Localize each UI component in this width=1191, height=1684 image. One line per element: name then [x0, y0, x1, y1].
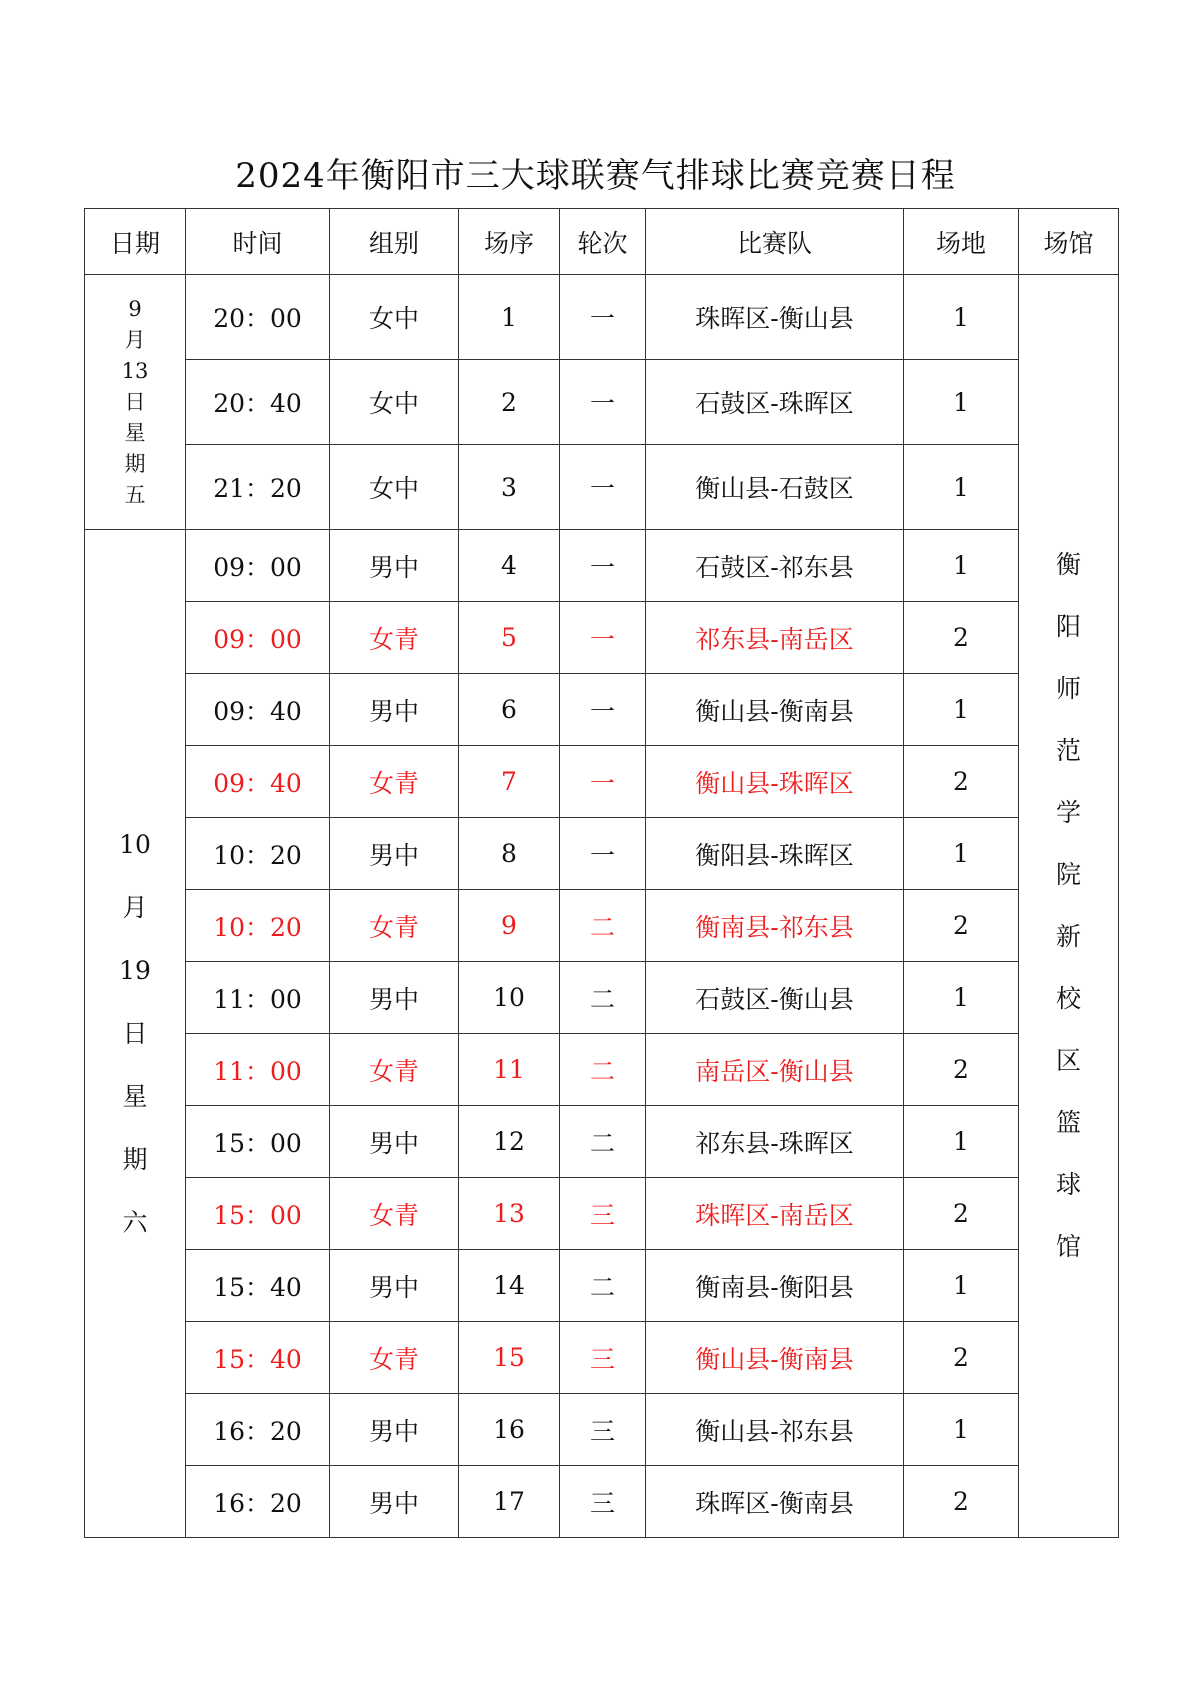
time-cell: 15：00 [186, 1106, 330, 1178]
round-cell: 一 [560, 275, 646, 360]
court-cell: 2 [904, 1466, 1019, 1538]
date-char: 月 [124, 327, 146, 352]
table-row [85, 674, 1119, 746]
venue-char: 衡 [1055, 550, 1081, 579]
teams-cell: 衡阳县-珠晖区 [646, 818, 904, 890]
table-row [85, 445, 1119, 530]
venue-char: 球 [1055, 1170, 1081, 1199]
time-cell: 16：20 [186, 1394, 330, 1466]
table-row [85, 1466, 1119, 1538]
time-cell: 11：00 [186, 1034, 330, 1106]
header-seq: 场序 [459, 209, 560, 275]
venue-cell [1019, 275, 1119, 1538]
teams-cell: 珠晖区-衡山县 [646, 275, 904, 360]
group-cell: 女中 [330, 275, 459, 360]
seq-cell: 5 [459, 602, 560, 674]
table-row [85, 360, 1119, 445]
date-char: 六 [122, 1208, 148, 1237]
table-row [85, 746, 1119, 818]
round-cell: 一 [560, 445, 646, 530]
venue-char: 校 [1055, 984, 1081, 1013]
table-row [85, 1178, 1119, 1250]
venue-char: 篮 [1055, 1108, 1081, 1137]
teams-cell: 衡山县-衡南县 [646, 1322, 904, 1394]
teams-cell: 珠晖区-衡南县 [646, 1466, 904, 1538]
table-row [85, 530, 1119, 602]
round-cell: 二 [560, 890, 646, 962]
teams-cell: 祁东县-珠晖区 [646, 1106, 904, 1178]
teams-cell: 石鼓区-祁东县 [646, 530, 904, 602]
group-cell: 男中 [330, 1466, 459, 1538]
date-char: 日 [122, 1019, 148, 1048]
round-cell: 一 [560, 674, 646, 746]
seq-cell: 4 [459, 530, 560, 602]
group-cell: 女青 [330, 1034, 459, 1106]
teams-cell: 衡山县-祁东县 [646, 1394, 904, 1466]
group-cell: 女中 [330, 360, 459, 445]
header-row [85, 209, 1119, 275]
round-cell: 一 [560, 746, 646, 818]
date-char: 日 [124, 389, 146, 414]
table-row [85, 1034, 1119, 1106]
venue-char: 区 [1055, 1046, 1081, 1075]
seq-cell: 12 [459, 1106, 560, 1178]
table-row [85, 1106, 1119, 1178]
date-char: 10 [119, 830, 151, 859]
header-teams: 比赛队 [646, 209, 904, 275]
round-cell: 一 [560, 530, 646, 602]
group-cell: 男中 [330, 1106, 459, 1178]
table-row [85, 1322, 1119, 1394]
round-cell: 三 [560, 1322, 646, 1394]
court-cell: 1 [904, 674, 1019, 746]
header-date: 日期 [85, 209, 186, 275]
time-cell: 20：00 [186, 275, 330, 360]
court-cell: 1 [904, 1250, 1019, 1322]
venue-char: 师 [1055, 674, 1081, 703]
group-cell: 男中 [330, 1394, 459, 1466]
schedule-table [84, 208, 1119, 1538]
table-row [85, 1250, 1119, 1322]
round-cell: 一 [560, 818, 646, 890]
round-cell: 三 [560, 1178, 646, 1250]
group-cell: 女青 [330, 746, 459, 818]
group-cell: 女中 [330, 445, 459, 530]
round-cell: 一 [560, 602, 646, 674]
group-cell: 男中 [330, 530, 459, 602]
date-char: 星 [124, 420, 146, 445]
date-char: 月 [122, 893, 148, 922]
seq-cell: 1 [459, 275, 560, 360]
time-cell: 09：00 [186, 530, 330, 602]
round-cell: 三 [560, 1466, 646, 1538]
court-cell: 2 [904, 746, 1019, 818]
teams-cell: 石鼓区-珠晖区 [646, 360, 904, 445]
group-cell: 男中 [330, 818, 459, 890]
header-venue: 场馆 [1019, 209, 1119, 275]
court-cell: 1 [904, 1106, 1019, 1178]
date-char: 期 [124, 451, 146, 476]
venue-char: 院 [1055, 860, 1081, 889]
teams-cell: 衡南县-衡阳县 [646, 1250, 904, 1322]
court-cell: 2 [904, 1034, 1019, 1106]
time-cell: 20：40 [186, 360, 330, 445]
round-cell: 三 [560, 1394, 646, 1466]
seq-cell: 16 [459, 1394, 560, 1466]
court-cell: 1 [904, 360, 1019, 445]
time-cell: 09：00 [186, 602, 330, 674]
table-row [85, 962, 1119, 1034]
group-cell: 女青 [330, 1178, 459, 1250]
table-row [85, 1394, 1119, 1466]
teams-cell: 祁东县-南岳区 [646, 602, 904, 674]
court-cell: 1 [904, 1394, 1019, 1466]
table-row [85, 275, 1119, 360]
time-cell: 15：40 [186, 1250, 330, 1322]
date-cell [85, 275, 186, 530]
header-court: 场地 [904, 209, 1019, 275]
table-row [85, 818, 1119, 890]
date-char: 五 [124, 482, 146, 507]
round-cell: 二 [560, 1034, 646, 1106]
teams-cell: 衡山县-珠晖区 [646, 746, 904, 818]
group-cell: 男中 [330, 674, 459, 746]
table-row [85, 890, 1119, 962]
group-cell: 男中 [330, 1250, 459, 1322]
round-cell: 二 [560, 1106, 646, 1178]
group-cell: 男中 [330, 962, 459, 1034]
teams-cell: 衡南县-祁东县 [646, 890, 904, 962]
time-cell: 09：40 [186, 674, 330, 746]
venue-char: 馆 [1055, 1232, 1081, 1261]
seq-cell: 13 [459, 1178, 560, 1250]
court-cell: 1 [904, 962, 1019, 1034]
date-char: 13 [121, 358, 149, 383]
court-cell: 2 [904, 1178, 1019, 1250]
group-cell: 女青 [330, 602, 459, 674]
venue-char: 范 [1055, 736, 1081, 765]
header-group: 组别 [330, 209, 459, 275]
venue-char: 阳 [1055, 612, 1081, 641]
round-cell: 一 [560, 360, 646, 445]
seq-cell: 17 [459, 1466, 560, 1538]
group-cell: 女青 [330, 1322, 459, 1394]
round-cell: 二 [560, 962, 646, 1034]
seq-cell: 11 [459, 1034, 560, 1106]
time-cell: 10：20 [186, 890, 330, 962]
table-row [85, 602, 1119, 674]
teams-cell: 石鼓区-衡山县 [646, 962, 904, 1034]
date-cell [85, 530, 186, 1538]
seq-cell: 7 [459, 746, 560, 818]
teams-cell: 衡山县-衡南县 [646, 674, 904, 746]
round-cell: 二 [560, 1250, 646, 1322]
court-cell: 2 [904, 602, 1019, 674]
seq-cell: 6 [459, 674, 560, 746]
time-cell: 11：00 [186, 962, 330, 1034]
seq-cell: 8 [459, 818, 560, 890]
date-char: 9 [128, 296, 142, 321]
page-title: 2024年衡阳市三大球联赛气排球比赛竞赛日程 [235, 156, 956, 196]
court-cell: 1 [904, 445, 1019, 530]
seq-cell: 15 [459, 1322, 560, 1394]
date-char: 星 [122, 1082, 148, 1111]
header-round: 轮次 [560, 209, 646, 275]
seq-cell: 10 [459, 962, 560, 1034]
date-char: 19 [119, 956, 151, 985]
header-time: 时间 [186, 209, 330, 275]
time-cell: 10：20 [186, 818, 330, 890]
court-cell: 2 [904, 890, 1019, 962]
teams-cell: 珠晖区-南岳区 [646, 1178, 904, 1250]
seq-cell: 14 [459, 1250, 560, 1322]
venue-char: 新 [1055, 922, 1081, 951]
time-cell: 15：40 [186, 1322, 330, 1394]
time-cell: 15：00 [186, 1178, 330, 1250]
seq-cell: 9 [459, 890, 560, 962]
court-cell: 2 [904, 1322, 1019, 1394]
seq-cell: 2 [459, 360, 560, 445]
court-cell: 1 [904, 818, 1019, 890]
court-cell: 1 [904, 275, 1019, 360]
teams-cell: 南岳区-衡山县 [646, 1034, 904, 1106]
time-cell: 16：20 [186, 1466, 330, 1538]
venue-char: 学 [1055, 798, 1081, 827]
date-char: 期 [122, 1145, 148, 1174]
group-cell: 女青 [330, 890, 459, 962]
time-cell: 09：40 [186, 746, 330, 818]
court-cell: 1 [904, 530, 1019, 602]
time-cell: 21：20 [186, 445, 330, 530]
seq-cell: 3 [459, 445, 560, 530]
teams-cell: 衡山县-石鼓区 [646, 445, 904, 530]
